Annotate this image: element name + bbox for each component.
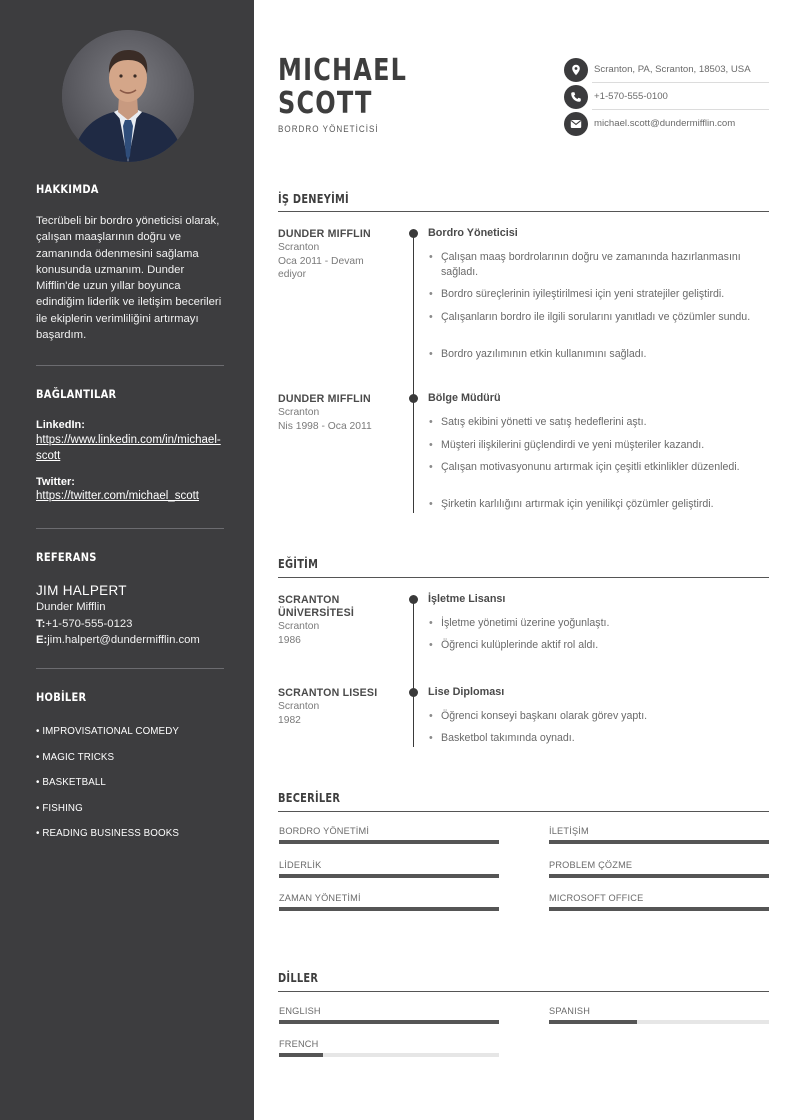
education-heading: EĞİTİM [278,557,319,571]
school-location: Scranton [278,621,320,632]
graduation-year: 1986 [278,634,301,646]
linkedin-link-block [36,419,224,464]
section-rule [278,811,769,812]
hobby-item: • BASKETBALL [36,777,106,788]
twitter-label: Twitter: [36,476,75,488]
about-heading: HAKKIMDA [36,182,99,196]
language-item [549,1006,769,1024]
company-location: Scranton [278,242,320,253]
language-level-fill [549,1020,637,1024]
date-range: Nis 1998 - Oca 2011 [278,420,372,432]
hobby-item: • MAGIC TRICKS [36,751,115,763]
sidebar-divider [36,528,224,529]
reference-phone-row [36,616,224,633]
last-name: SCOTT [278,86,373,121]
sidebar [0,0,254,1120]
skill-name: BORDRO YÖNETİMİ [279,826,370,836]
twitter-url[interactable]: https://twitter.com/michael_scott [36,490,199,502]
school-name: SCRANTON ÜNİVERSİTESİ [278,594,354,619]
hobby-item: • FISHING [36,802,83,814]
reference-email: jim.halpert@dundermifflin.com [47,634,200,646]
skill-level-fill [279,907,499,911]
twitter-link-block [36,476,224,505]
reference-phone: +1-570-555-0123 [45,617,133,630]
links-heading: BAĞLANTILAR [36,387,117,401]
job-title: BORDRO YÖNETİCİSİ [278,124,379,135]
reference-company: Dunder Mifflin [36,601,106,613]
location-pin-icon [564,58,588,82]
school-location: Scranton [278,701,320,712]
job-role: Bordro Yöneticisi [428,227,518,239]
language-name: ENGLISH [279,1006,321,1016]
links-section [36,387,224,505]
bullet-point: • Satış ekibini yönetti ve satış hedeflerini aştı. [441,415,769,430]
profile-photo [62,30,194,162]
reference-heading: REFERANS [36,550,97,564]
hobby-item: • IMPROVISATIONAL COMEDY [36,726,180,737]
bullet-point: • Çalışan motivasyonunu artırmak için çeşitli etkinlikler düzenledi. [441,460,769,475]
skill-item [279,826,499,844]
skill-item [279,860,499,878]
school-name: SCRANTON LISESI [278,687,378,699]
experience-heading: İŞ DENEYİMİ [278,192,349,206]
experience-entry-meta [278,393,393,433]
bullet-point: • Müşteri ilişkilerini güçlendirdi ve yeni müşteriler kazandı. [441,438,769,453]
hobbies-section [36,690,224,854]
sidebar-divider [36,668,224,669]
bullet-point: • Bordro süreçlerinin iyileştirilmesi için yeni stratejiler geliştirdi. [441,287,769,302]
skill-level-fill [549,907,769,911]
section-rule [278,211,769,212]
education-timeline [413,599,414,747]
about-text: Tecrübeli bir bordro yöneticisi olarak, çalışan maaşlarının doğru ve zamanında ödenmesini sağlama konusunda uzmanım. Dunder Mifflin'de uzun yıllar boyunca edindiğim liderlik ve iletişim becerileri ile ekiplerin verimliliğini artırmayı başardım. [36,215,222,342]
graduation-year: 1982 [278,714,301,726]
linkedin-url[interactable]: https://www.linkedin.com/in/michael-scott [36,434,221,462]
job-role: Bölge Müdürü [428,392,501,404]
linkedin-label: LinkedIn: [36,419,85,431]
skill-bar [279,840,499,844]
envelope-icon [564,112,588,136]
experience-timeline [413,233,414,513]
skill-bar [549,907,769,911]
timeline-dot [409,394,418,403]
language-bar [279,1020,499,1024]
company-location: Scranton [278,407,320,418]
about-section [36,182,224,343]
section-rule [278,577,769,578]
reference-email-label: E: [36,634,48,646]
company-name: DUNDER MIFFLIN [278,228,371,240]
portrait-image [62,30,194,162]
timeline-dot [409,595,418,604]
date-range: Oca 2011 - Devam ediyor [278,255,364,280]
timeline-dot [409,688,418,697]
degree-name: Lise Diploması [428,686,505,698]
bullet-point: • Öğrenci kulüplerinde aktif rol aldı. [441,638,769,653]
hobbies-list [36,726,224,854]
bullet-point: • Basketbol takımında oynadı. [441,731,769,746]
bullet-point: • Şirketin karlılığını artırmak için yenilikçi çözümler geliştirdi. [441,497,769,512]
language-level-fill [279,1020,499,1024]
bullet-point: • Çalışanların bordro ile ilgili sorularını yanıtladı ve çözümler sundu. [441,310,769,325]
skill-item [549,860,769,878]
reference-name: JIM HALPERT [36,583,127,598]
language-item [279,1039,499,1057]
first-name: MICHAEL [278,53,408,88]
reference-email-row [36,632,224,649]
hobby-item: • READING BUSINESS BOOKS [36,828,180,839]
sidebar-divider [36,365,224,366]
reference-section [36,550,224,649]
skill-name: PROBLEM ÇÖZME [549,860,633,870]
language-item [279,1006,499,1024]
skill-level-fill [279,840,499,844]
skill-name: LİDERLİK [279,860,322,870]
contact-address [564,56,769,83]
language-bar [279,1053,499,1057]
education-entry-meta [278,594,393,647]
hobbies-heading: HOBİLER [36,690,87,704]
email-text: michael.scott@dundermifflin.com [594,118,736,129]
contact-phone [564,83,769,110]
contact-email [564,110,769,137]
skill-name: ZAMAN YÖNETİMİ [279,893,361,903]
skill-level-fill [549,840,769,844]
skill-name: İLETİŞİM [549,826,589,836]
bullet-point: • Çalışan maaş bordrolarının doğru ve zamanında hazırlanmasını sağladı. [441,250,769,280]
degree-name: İşletme Lisansı [428,593,506,605]
skill-level-fill [279,874,499,878]
bullet-point: • İşletme yönetimi üzerine yoğunlaştı. [441,616,769,631]
phone-icon [564,85,588,109]
skill-item [549,893,769,911]
timeline-dot [409,229,418,238]
bullet-point: • Bordro yazılımının etkin kullanımını sağladı. [441,347,769,362]
skill-bar [279,874,499,878]
skill-bar [549,874,769,878]
reference-phone-label: T: [36,617,46,630]
section-rule [278,991,769,992]
candidate-name [278,54,407,120]
education-entry-meta [278,687,393,727]
experience-entry-meta [278,228,393,282]
skill-level-fill [549,874,769,878]
skills-heading: BECERİLER [278,791,341,805]
address-text: Scranton, PA, Scranton, 18503, USA [594,64,751,75]
language-name: FRENCH [279,1039,319,1049]
language-bar [549,1020,769,1024]
skill-name: MICROSOFT OFFICE [549,893,644,903]
company-name: DUNDER MIFFLIN [278,393,371,405]
skill-bar [549,840,769,844]
languages-heading: DİLLER [278,971,319,985]
language-level-fill [279,1053,323,1057]
skill-item [279,893,499,911]
skill-item [549,826,769,844]
skill-bar [279,907,499,911]
language-name: SPANISH [549,1006,591,1016]
phone-text: +1-570-555-0100 [594,91,668,102]
bullet-point: • Öğrenci konseyi başkanı olarak görev yaptı. [441,709,769,724]
